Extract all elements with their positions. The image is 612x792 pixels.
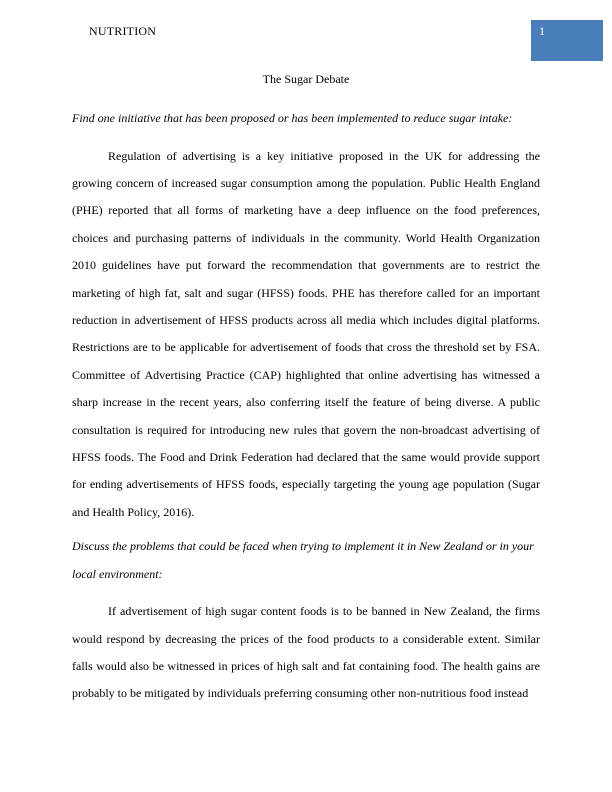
answer-paragraph-1: Regulation of advertising is a key initiative proposed in the UK for addressing the growing concern of increased sugar consumption among the population. Public Health England (PHE) reported that all forms of marketing have a deep influence on the food preferences, choices and purchasing patterns of individuals in the community. World Health Organization 2010 guidelines have put forward the recommendation that governments are to restrict the marketing of high fat, salt and sugar (HFSS) foods. PHE has therefore called for an important reduction in advertisement of HFSS products across all media which includes digital platforms. Restrictions are to be applicable for advertisement of foods that cross the threshold set by FSA. Committee of Advertising Practice (CAP) highlighted that online advertising has witnessed a sharp increase in the recent years, also conferring itself the feature of being diverse. A public consultation is required for introducing new rules that govern the non-broadcast advertising of HFSS foods. The Food and Drink Federation had declared that the same would provide support for ending advertisements of HFSS foods, especially targeting the young age population (Sugar and Health Policy, 2016). xyxy=(72,148,540,519)
page-number: 1 xyxy=(539,24,545,38)
document-title: The Sugar Debate xyxy=(262,72,350,86)
page-number-box xyxy=(531,20,603,61)
running-head: NUTRITION xyxy=(89,24,157,38)
answer-paragraph-2: If advertisement of high sugar content foods is to be banned in New Zealand, the firms would respond by decreasing the prices of the food products to a considerable extent. Similar falls would also be witnessed in prices of high salt and fat containing food. The health gains are probably to be mitigated by individuals preferring consuming other non-nutritious food instead xyxy=(72,604,540,701)
question-1: Find one initiative that has been proposed or has been implemented to reduce sugar intake: xyxy=(72,111,513,125)
document-body xyxy=(72,105,540,708)
question-2: Discuss the problems that could be faced when trying to implement it in New Zealand or in your local environment: xyxy=(72,539,534,581)
